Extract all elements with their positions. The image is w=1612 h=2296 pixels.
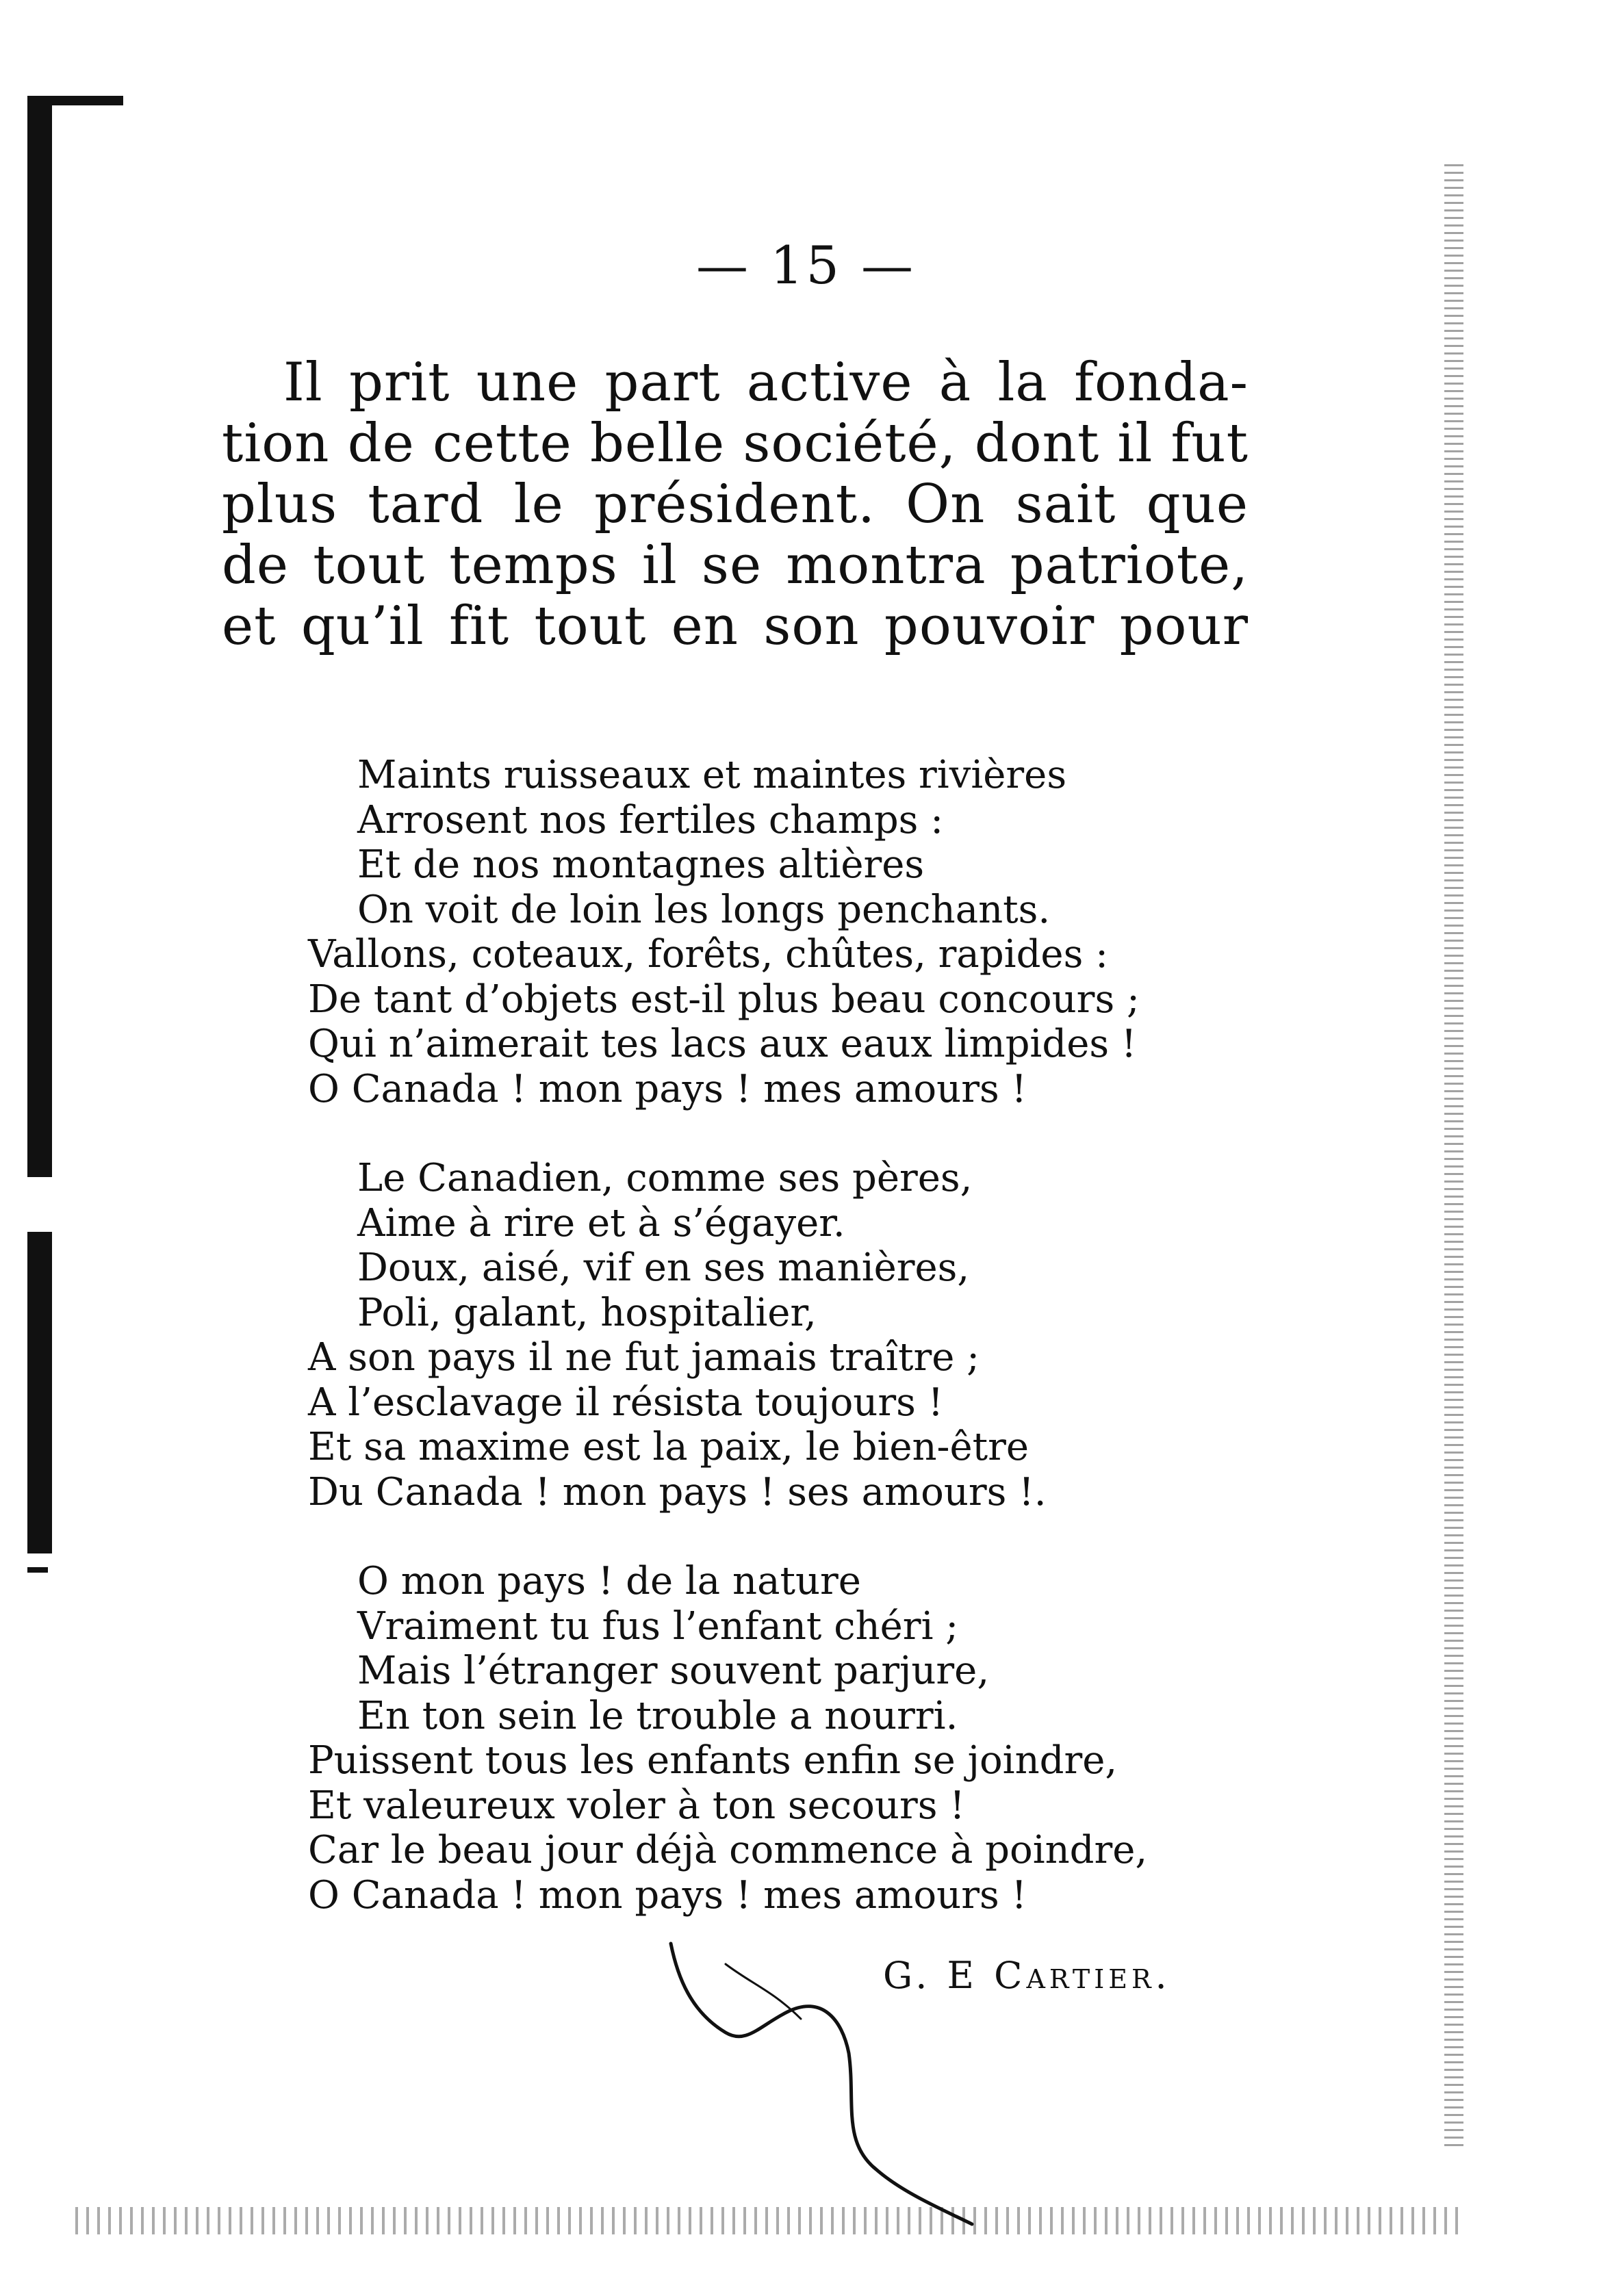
verse: Puissent tous les enfants enfin se joindre, (308, 1738, 1118, 1783)
verse: Vallons, coteaux, forêts, chûtes, rapides : (308, 932, 1108, 977)
verse: Doux, aisé, vif en ses manières, (357, 1246, 970, 1290)
verse: On voit de loin les longs penchants. (357, 887, 1051, 932)
verse: Qui n’aimerait tes lacs aux eaux limpides ! (308, 1022, 1137, 1066)
verse: Mais l’étranger souvent parjure, (357, 1649, 990, 1693)
verse: Du Canada ! mon pays ! ses amours !. (308, 1469, 1047, 1514)
prose-line: de tout temps il se montra patriote, (222, 534, 1249, 596)
verse: Le Canadien, comme ses pères, (357, 1156, 973, 1200)
verse: Et valeureux voler à ton secours ! (308, 1783, 965, 1828)
verse: Maints ruisseaux et maintes rivières (357, 753, 1067, 797)
binding-edge-mark (27, 1567, 48, 1573)
stanza-2 (308, 1156, 1266, 1514)
page-edge-right (1444, 164, 1463, 2149)
verse: A son pays il ne fut jamais traître ; (308, 1335, 980, 1380)
prose-line: plus tard le président. On sait que (222, 474, 1249, 535)
verse: Poli, galant, hospitalier, (357, 1290, 817, 1335)
stanza-1 (308, 753, 1266, 1111)
verse: De tant d’objets est-il plus beau concours ; (308, 977, 1140, 1022)
signature-surname: Cartier. (994, 1954, 1171, 1997)
prose-line: et qu’il fit tout en son pouvoir pour (222, 595, 1249, 657)
verse: O Canada ! mon pays ! mes amours ! (308, 1872, 1027, 1918)
verse: Car le beau jour déjà commence à poindre, (308, 1828, 1148, 1872)
page-number: — 15 — (695, 235, 917, 296)
pen-stroke-mark (616, 1937, 999, 2231)
verse: En ton sein le trouble a nourri. (357, 1693, 958, 1738)
verse: Vraiment tu fus l’enfant chéri ; (357, 1603, 959, 1649)
verse: Et de nos montagnes altières (357, 842, 925, 887)
verse: O mon pays ! de la nature (357, 1559, 861, 1603)
prose-line: Il prit une part active à la fonda- (283, 352, 1249, 413)
stanza-3 (308, 1559, 1266, 1918)
verse: Et sa maxime est la paix, le bien-être (308, 1425, 1029, 1469)
poem (308, 753, 1266, 1962)
signature-initials: G. E (883, 1954, 978, 1997)
verse: Aime à rire et à s’égayer. (357, 1200, 845, 1246)
verse: O Canada ! mon pays ! mes amours ! (308, 1066, 1027, 1111)
binding-edge-lower (27, 1232, 52, 1553)
prose-line: tion de cette belle société, dont il fut (222, 413, 1249, 474)
prose-paragraph (222, 352, 1249, 657)
verse: Arrosent nos fertiles champs : (357, 797, 944, 842)
verse: A l’esclavage il résista toujours ! (308, 1380, 944, 1425)
